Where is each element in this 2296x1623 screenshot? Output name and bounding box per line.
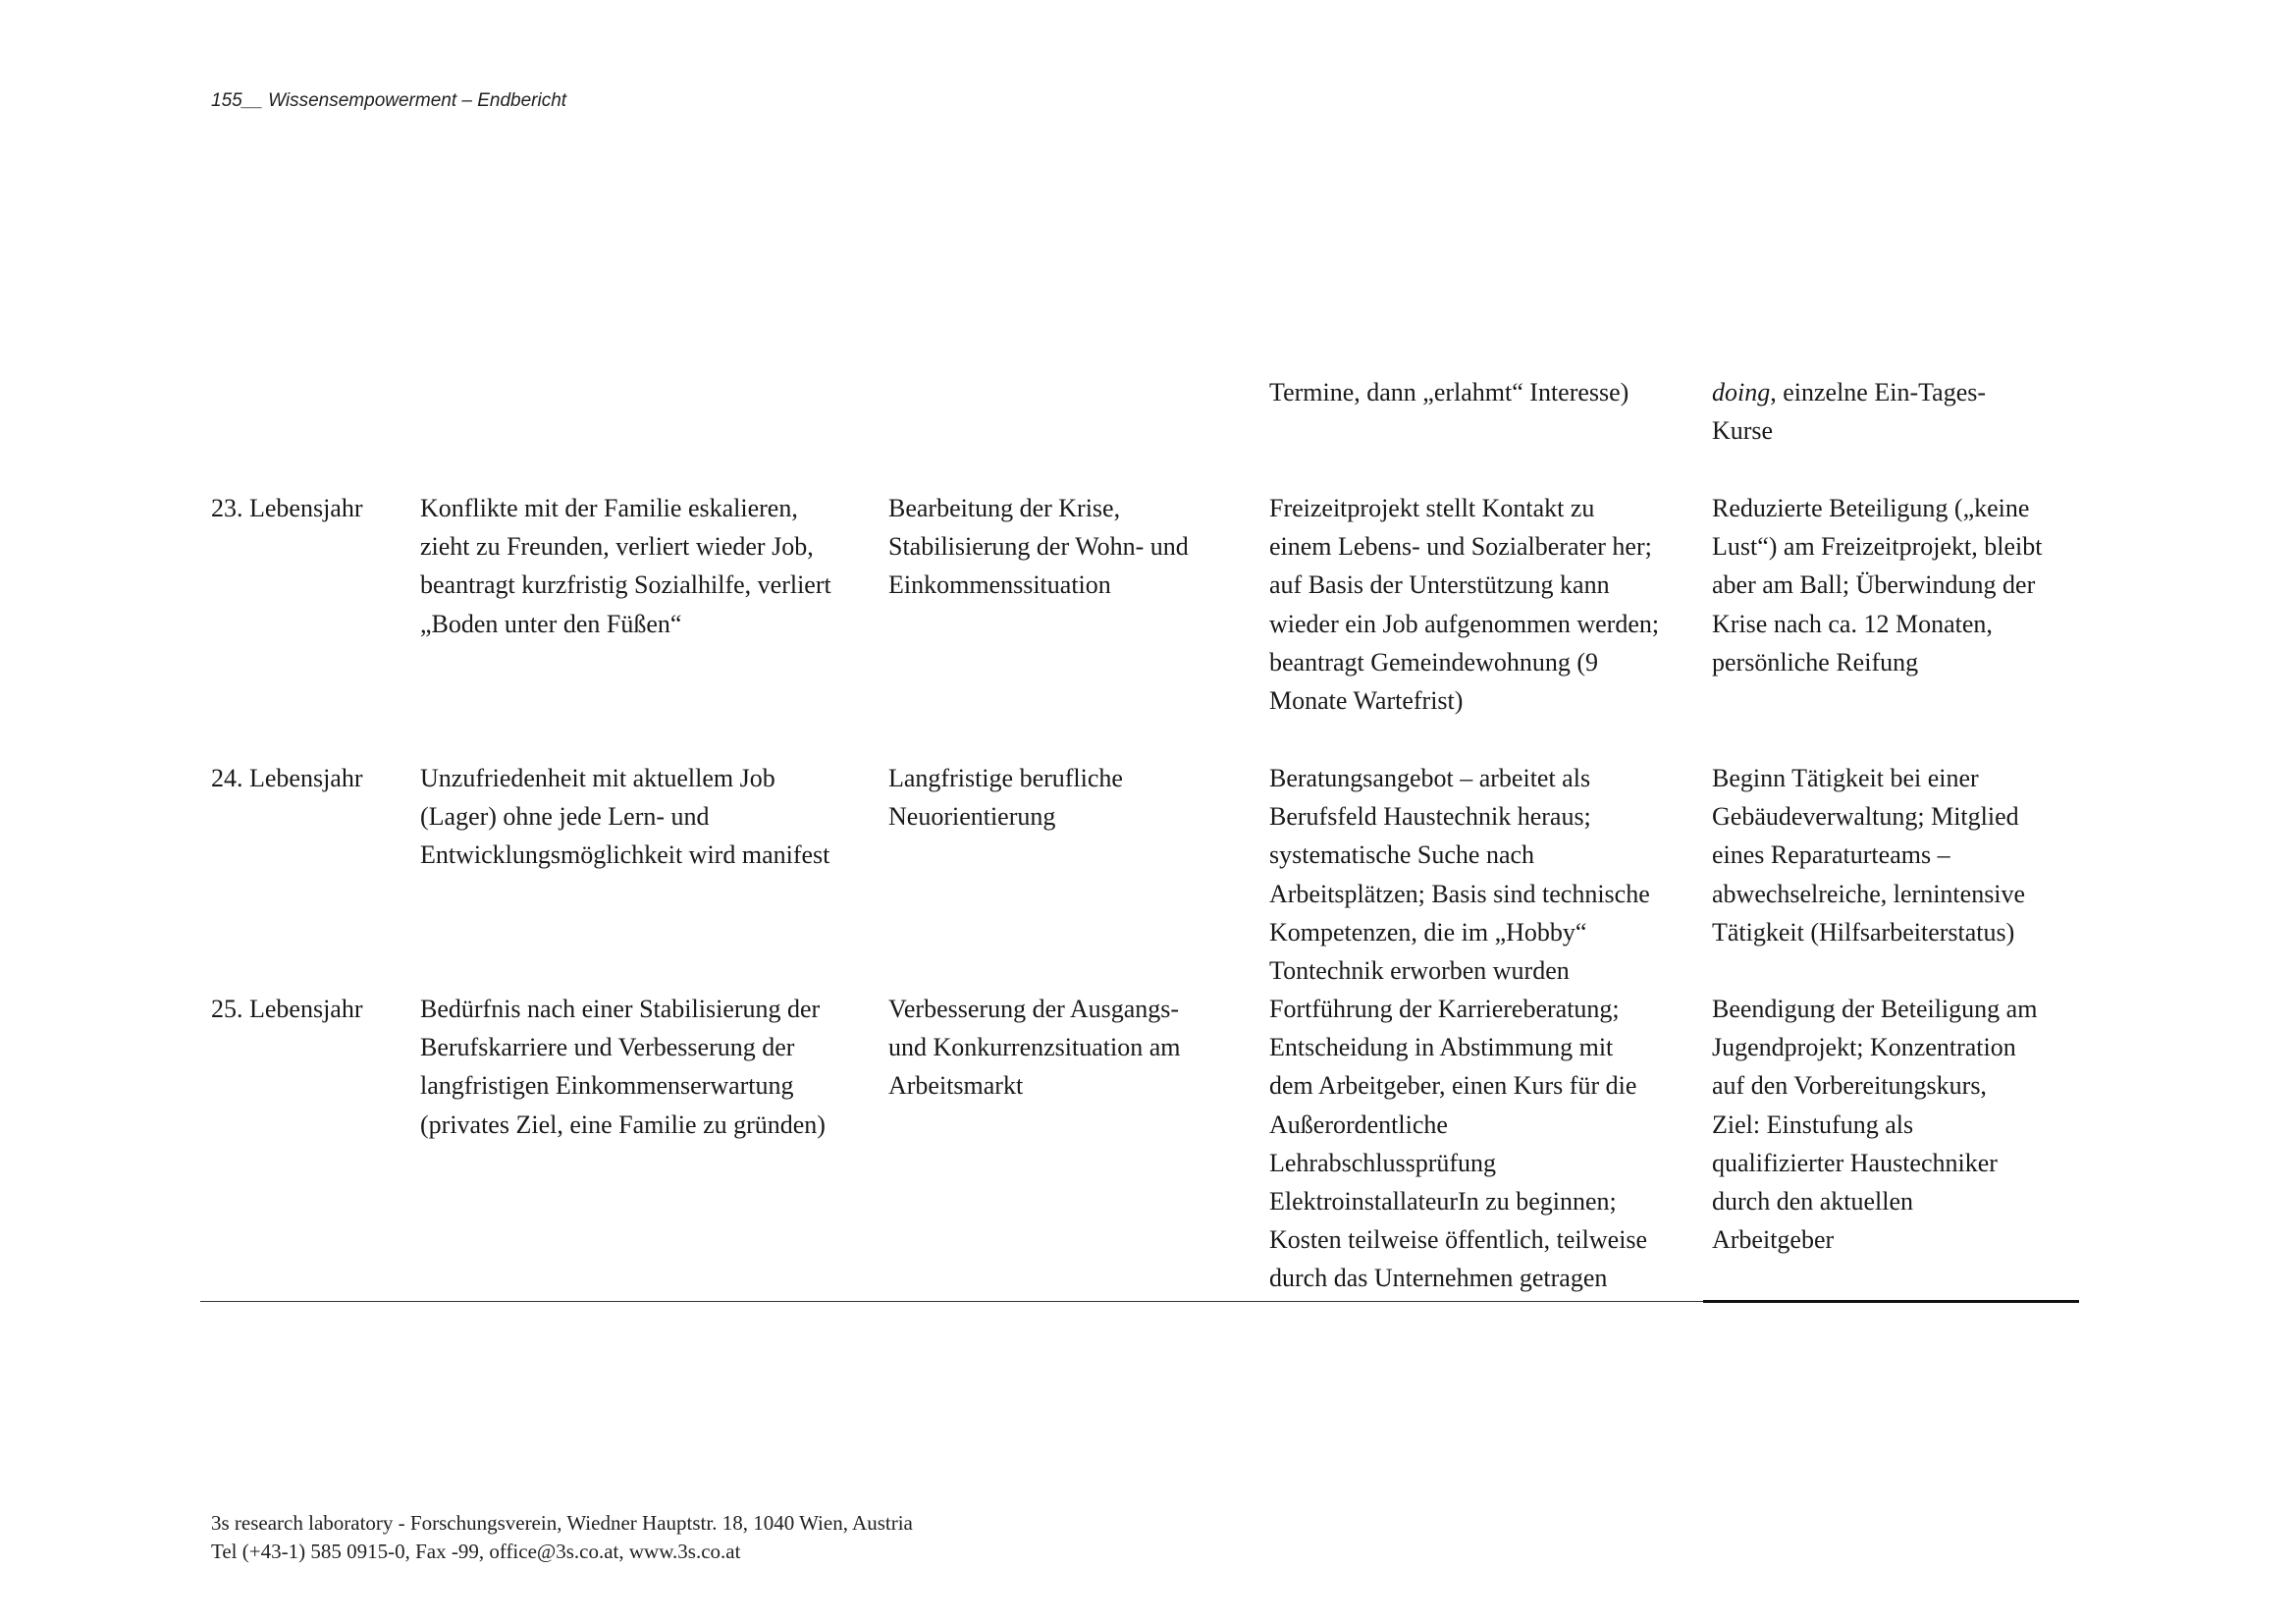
running-header: 155__ Wissensempowerment – Endbericht — [211, 90, 567, 111]
outcome-cell: Beendigung der Beteiligung am Jugendprojekt; Konzentration auf den Vorbereitungskurs, Ziel: Einstufung als qualifizierter Haustechniker durch den aktuellen Arbeitgeber — [1712, 995, 2038, 1255]
situation-cell: Unzufriedenheit mit aktuellem Job (Lager) ohne jede Lern- und Entwicklungsmöglichkeit wird manifest — [420, 764, 830, 870]
support-cell: Beratungsangebot – arbeitet als Berufsfeld Haustechnik heraus; systematische Suche nach Arbeitsplätzen; Basis sind technische Kompetenzen, die im „Hobby“ Tontechnik erworben wurden — [1269, 764, 1650, 986]
goal-cell: Bearbeitung der Krise, Stabilisierung der Wohn- und Einkommenssituation — [888, 494, 1189, 600]
year-cell: 25. Lebensjahr — [211, 995, 363, 1023]
footer-address: 3s research laboratory - Forschungsverein, Wiedner Hauptstr. 18, 1040 Wien, Austria — [211, 1511, 913, 1535]
support-cell: Freizeitprojekt stellt Kontakt zu einem Lebens- und Sozialberater her; auf Basis der Unterstützung kann wieder ein Job aufgenommen werden; beantragt Gemeindewohnung (9 Monate Wartefrist) — [1269, 494, 1660, 716]
support-cell: Termine, dann „erlahmt“ Interesse) — [1269, 378, 1629, 406]
goal-cell: Langfristige berufliche Neuorientierung — [888, 764, 1123, 832]
table-bottom-rule-accent — [1703, 1300, 2079, 1303]
outcome-cell: Reduzierte Beteiligung („keine Lust“) am Freizeitprojekt, bleibt aber am Ball; Überwindung der Krise nach ca. 12 Monaten, persönliche Reifung — [1712, 494, 2043, 676]
page-footer — [211, 1509, 913, 1566]
outcome-cell — [1712, 373, 2095, 450]
footer-contact: Tel (+43-1) 585 0915-0, Fax -99, office@3s.co.at, www.3s.co.at — [211, 1540, 741, 1563]
year-cell: 24. Lebensjahr — [211, 764, 363, 792]
goal-cell: Verbesserung der Ausgangs- und Konkurrenzsituation am Arbeitsmarkt — [888, 995, 1181, 1101]
year-cell: 23. Lebensjahr — [211, 494, 363, 522]
outcome-cell: Beginn Tätigkeit bei einer Gebäudeverwaltung; Mitglied eines Reparaturteams – abwechselreiche, lernintensive Tätigkeit (Hilfsarbeiterstatus) — [1712, 764, 2026, 947]
situation-cell: Bedürfnis nach einer Stabilisierung der Berufskarriere und Verbesserung der langfristigen Einkommenserwartung (privates Ziel, eine Familie zu gründen) — [420, 995, 826, 1139]
italic-term: doing — [1712, 378, 1771, 406]
situation-cell: Konflikte mit der Familie eskalieren, zieht zu Freunden, verliert wieder Job, beantragt kurzfristig Sozialhilfe, verliert „Boden unter den Füßen“ — [420, 494, 831, 638]
support-cell: Fortführung der Karriereberatung; Entscheidung in Abstimmung mit dem Arbeitgeber, einen Kurs für die Außerordentliche Lehrabschlussprüfung ElektroinstallateurIn zu beginnen; Kosten teilweise öffentlich, teilweise durch das Unternehmen getragen — [1269, 995, 1648, 1293]
outcome-text: , einzelne Ein-Tages- Kurse — [1712, 378, 1987, 446]
